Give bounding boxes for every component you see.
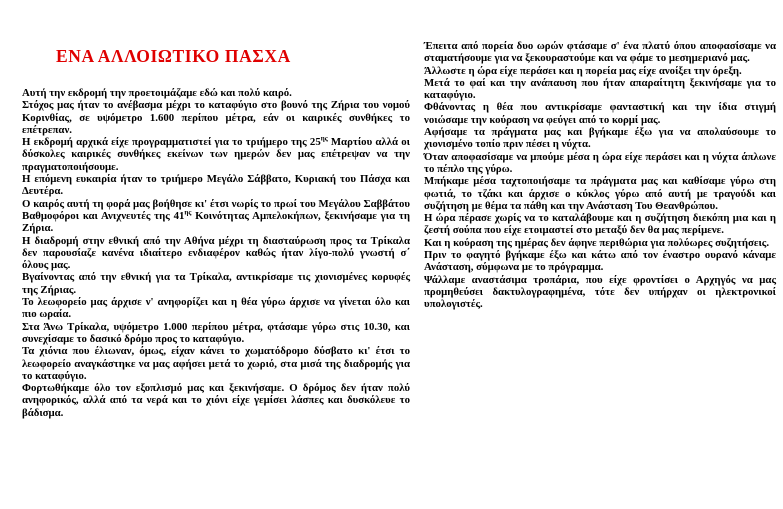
paragraph-text: Ο καιρός αυτή τη φορά μας βοήθησε κι' έτσι νωρίς το πρωί του Μεγάλου Σαββάτου Βαθμοφόροι και Ανιχνευτές της 41 (22, 197, 410, 222)
paragraph: Αφήσαμε τα πράγματα μας και βγήκαμε έξω για να απολαύσουμε το χιονισμένο τοπίο πριν πέσει η νύχτα. (424, 126, 776, 151)
paragraph: Πριν το φαγητό βγήκαμε έξω και κάτω από τον έναστρο ουρανό κάναμε Ανάσταση, σύμφωνα με το πρόγραμμα. (424, 249, 776, 274)
paragraph: Φορτωθήκαμε όλο τον εξοπλισμό μας και ξεκινήσαμε. Ο δρόμος δεν ήταν πολύ ανηφορικός, αλλά από τα νερά και το χιόνι είχε γεμίσει λάσπες και δυσκόλευε το βάδισμα. (22, 382, 410, 419)
left-text-block (22, 87, 410, 419)
paragraph-text: Η εκδρομή αρχικά είχε προγραμματιστεί για το τριήμερο της 25 (22, 136, 321, 149)
paragraph: Βγαίνοντας από την εθνική για τα Τρίκαλα, αντικρίσαμε τις χιονισμένες κορυφές της Ζήριας. (22, 271, 410, 296)
paragraph: Αυτή την εκδρομή την προετοιμάζαμε εδώ και πολύ καιρό. (22, 87, 292, 99)
paragraph (22, 136, 410, 173)
paragraph (22, 198, 410, 235)
paragraph-text: Κοινότητας Αμπελοκήπων, ξεκινήσαμε για τη Ζήρια. (22, 209, 410, 235)
paragraph: Ψάλλαμε αναστάσιμα τροπάρια, που είχε φροντίσει ο Αρχηγός να μας προμηθεύσει δακτυλογραφημένα, τότε δεν υπήρχαν οι ηλεκτρονικοί υπολογιστές. (424, 273, 776, 311)
paragraph: Μπήκαμε μέσα ταχτοποιήσαμε τα πράγματα μας και καθίσαμε γύρω στη φωτιά, το τζάκι και άρχισε ο κύκλος γύρω από αυτή με τραγούδι και συζήτηση με θέμα τα πάθη και την Ανάσταση Του Θεανθρώπου. (424, 175, 776, 212)
paragraph: Μετά το φαί και την ανάπαυση που ήταν απαραίτητη ξεκινήσαμε για το καταφύγιο. (424, 76, 776, 102)
paragraph: Στόχος μας ήταν το ανέβασμα μέχρι το καταφύγιο στο βουνό της Ζήρια του νομού Κορινθίας, σε υψόμετρο 1.600 περίπου μέτρα, εάν οι καιρικές συνθήκες το επέτρεπαν. (22, 99, 410, 136)
paragraph: Έπειτα από πορεία δυο ωρών φτάσαμε σ' ένα πλατύ όπου αποφασίσαμε να σταματήσουμε για να ξεκουραστούμε και να φάμε το μεσημεριανό μας. (424, 40, 776, 65)
article-title: ΕΝΑ ΑΛΛΟΙΩΤΙΚΟ ΠΑΣΧΑ (56, 46, 291, 66)
paragraph: Όταν αποφασίσαμε να μπούμε μέσα η ώρα είχε περάσει και η νύχτα άπλωνε το πέπλο της γύρω. (424, 150, 776, 175)
right-column (424, 40, 776, 311)
ordinal-suffix: ης (320, 134, 328, 143)
paragraph-text: Μαρτίου αλλά οι δύσκολες καιρικές συνθήκες εκείνων των ημερών δεν μας επέτρεψαν να την πραγματοποιήσουμε. (22, 136, 410, 173)
paragraph: Άλλωστε η ώρα είχε περάσει και η πορεία μας είχε ανοίξει την όρεξη. (424, 64, 742, 77)
paragraph: Το λεωφορείο μας άρχισε ν' ανηφορίζει και η θέα γύρω άρχισε να γίνεται όλο και πιο ωραία. (22, 296, 410, 321)
paragraph: Η επόμενη ευκαιρία ήταν το τριήμερο Μεγάλο Σάββατο, Κυριακή του Πάσχα και Δευτέρα. (22, 173, 410, 198)
ordinal-suffix: ης (184, 208, 192, 217)
paragraph: Η διαδρομή στην εθνική από την Αθήνα μέχρι τη διασταύρωση προς τα Τρίκαλα δεν παρουσίαζε κανένα ιδιαίτερο ενδιαφέρον καθώς ήταν λίγο-πολύ γνωστή σ΄ όλους μας. (22, 234, 410, 272)
paragraph: Τα χιόνια που έλιωναν, όμως, είχαν κάνει το χωματόδρομο δύσβατο κι' έτσι το λεωφορείο αναγκάστηκε να μας αφήσει μετά το χωριό, στα μισά της διαδρομής για το καταφύγιο. (22, 345, 410, 382)
paragraph: Στα Άνω Τρίκαλα, υψόμετρο 1.000 περίπου μέτρα, φτάσαμε γύρω στις 10.30, και συνεχίσαμε το δασικό δρόμο προς το καταφύγιο. (22, 320, 410, 345)
paragraph: Φθάνοντας η θέα που αντικρίσαμε φανταστική και την ίδια στιγμή νοιώσαμε την κούραση να φεύγει από το κορμί μας. (424, 101, 776, 126)
paragraph: Η ώρα πέρασε χωρίς να το καταλάβουμε και η συζήτηση διεκόπη μια και η ζεστή σούπα που είχε ετοιμαστεί στο μεταξύ δεν θα μας περίμενε. (424, 212, 776, 237)
paragraph: Και η κούραση της ημέρας δεν άφηνε περιθώρια για πολύωρες συζητήσεις. (424, 236, 770, 249)
